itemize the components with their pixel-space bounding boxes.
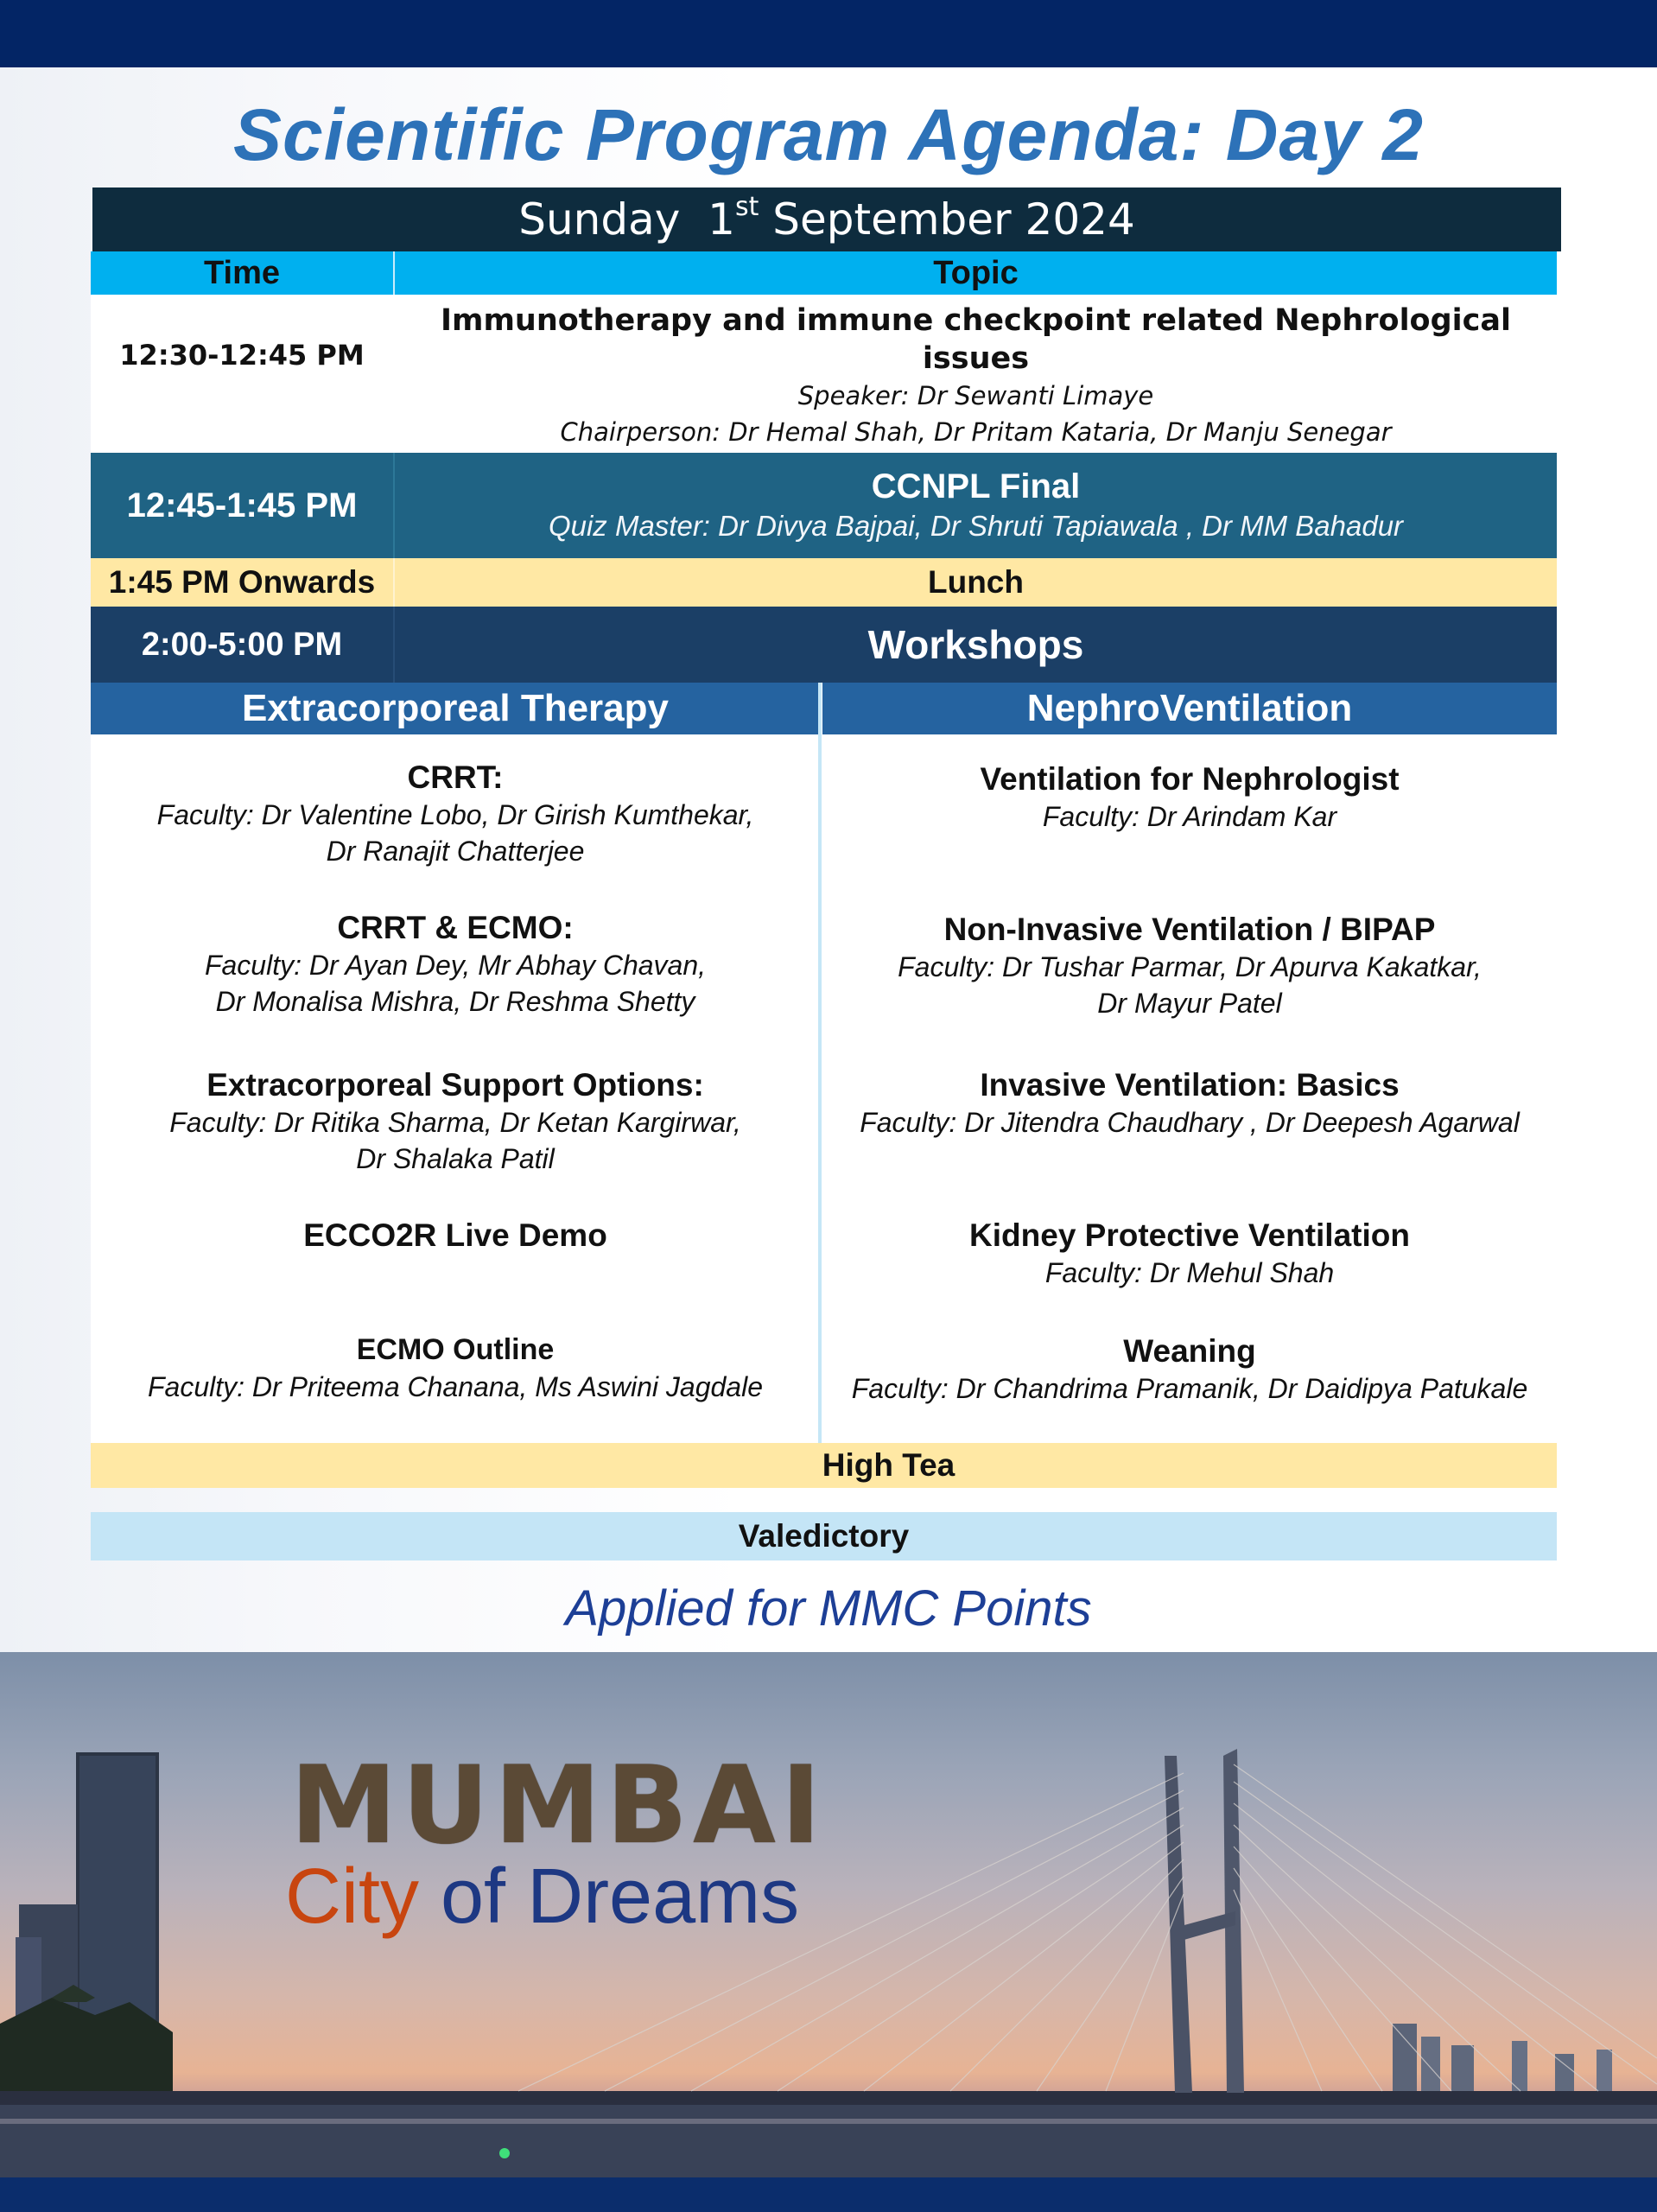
lunch-label: Lunch [928, 564, 1024, 600]
session-faculty: Dr Shalaka Patil [356, 1143, 555, 1174]
session-title: ECMO Outline [356, 1333, 555, 1366]
date-day: Sunday [518, 194, 681, 245]
ccnpl-details [395, 453, 1557, 558]
session-invasive-ventilation [822, 1066, 1557, 1141]
session-faculty: Faculty: Dr Chandrima Pramanik, Dr Daidipya Patukale [851, 1373, 1528, 1404]
session-title: Invasive Ventilation: Basics [980, 1067, 1400, 1103]
session-title: Weaning [1123, 1333, 1256, 1369]
session-ventilation-nephrologist [822, 760, 1557, 835]
session-title: Kidney Protective Ventilation [969, 1217, 1410, 1253]
session-kidney-protective-ventilation [822, 1217, 1557, 1291]
bottom-bar [0, 2177, 1657, 2212]
workshops-time: 2:00-5:00 PM [141, 626, 343, 663]
session-title: Non-Invasive Ventilation / BIPAP [943, 912, 1436, 947]
mumbai-logo: MUMBAI [290, 1744, 827, 1868]
session-faculty: Dr Mayur Patel [1097, 988, 1282, 1019]
lunch-time: 1:45 PM Onwards [108, 564, 376, 600]
session-crrt-ecmo [91, 909, 820, 1020]
session-extracorporeal-support [91, 1066, 820, 1177]
session-faculty: Dr Ranajit Chatterjee [326, 836, 585, 867]
mmc-points-note: Applied for MMC Points [565, 1580, 1092, 1637]
session-crrt [91, 759, 820, 869]
session-title: Ventilation for Nephrologist [980, 761, 1400, 797]
date-number: 1 [708, 194, 735, 245]
ccnpl-time: 12:45-1:45 PM [126, 486, 358, 524]
talk-details [395, 295, 1557, 447]
session-title: ECCO2R Live Demo [303, 1217, 607, 1253]
page-title: Scientific Program Agenda: Day 2 [233, 94, 1424, 175]
ccnpl-quiz-master: Quiz Master: Dr Divya Bajpai, Dr Shruti Tapiawala , Dr MM Bahadur [548, 510, 1404, 542]
session-faculty: Faculty: Dr Valentine Lobo, Dr Girish Kumthekar, [156, 799, 754, 830]
session-faculty: Faculty: Dr Tushar Parmar, Dr Apurva Kakatkar, [898, 951, 1482, 982]
talk-chairperson: Chairperson: Dr Hemal Shah, Dr Pritam Kataria, Dr Manju Senegar [560, 417, 1392, 447]
session-faculty: Faculty: Dr Mehul Shah [1044, 1257, 1335, 1288]
top-bar [0, 0, 1657, 67]
table-row-lunch [91, 558, 1557, 607]
track-header-extracorporeal: Extracorporeal Therapy [91, 683, 820, 734]
session-faculty: Faculty: Dr Jitendra Chaudhary , Dr Deepesh Agarwal [860, 1107, 1520, 1138]
tagline-rest: of Dreams [419, 1853, 800, 1940]
high-tea-row: High Tea [91, 1443, 1557, 1488]
session-faculty: Dr Monalisa Mishra, Dr Reshma Shetty [215, 986, 695, 1017]
session-weaning [822, 1332, 1557, 1407]
date-suffix: st [734, 192, 759, 222]
talk-title: Immunotherapy and immune checkpoint related Nephrological issues [440, 303, 1512, 376]
session-faculty: Faculty: Dr Priteema Chanana, Ms Aswini Jagdale [148, 1371, 763, 1402]
table-header [91, 251, 1557, 295]
track-header-ventilation: NephroVentilation [822, 683, 1557, 734]
workshops-label: Workshops [867, 622, 1084, 667]
session-ecco2r-demo [91, 1217, 820, 1255]
time-column-header: Time [203, 254, 280, 291]
date-banner [92, 188, 1561, 251]
table-row-talk [91, 295, 1557, 453]
session-faculty: Faculty: Dr Arindam Kar [1042, 801, 1337, 832]
city-of-dreams-tagline [285, 1853, 799, 1942]
table-row-ccnpl [91, 453, 1557, 558]
session-niv-bipap [822, 911, 1557, 1021]
talk-time: 12:30-12:45 PM [119, 339, 365, 372]
session-ecmo-outline [91, 1331, 820, 1405]
mumbai-skyline-banner [0, 1652, 1657, 2177]
topic-column-header: Topic [933, 254, 1019, 291]
valedictory-row: Valedictory [91, 1512, 1557, 1560]
session-faculty: Faculty: Dr Ayan Dey, Mr Abhay Chavan, [204, 950, 707, 981]
ccnpl-title: CCNPL Final [871, 467, 1081, 505]
table-row-workshops [91, 607, 1557, 683]
date-month-year: September 2024 [772, 194, 1135, 245]
session-faculty: Faculty: Dr Ritika Sharma, Dr Ketan Kargirwar, [169, 1107, 741, 1138]
talk-speaker: Speaker: Dr Sewanti Limaye [797, 381, 1154, 410]
tagline-city: City [285, 1853, 419, 1940]
session-title: CRRT: [407, 760, 504, 795]
session-title: CRRT & ECMO: [337, 910, 574, 945]
skyline-illustration [0, 1652, 1657, 2177]
session-title: Extracorporeal Support Options: [206, 1067, 704, 1103]
